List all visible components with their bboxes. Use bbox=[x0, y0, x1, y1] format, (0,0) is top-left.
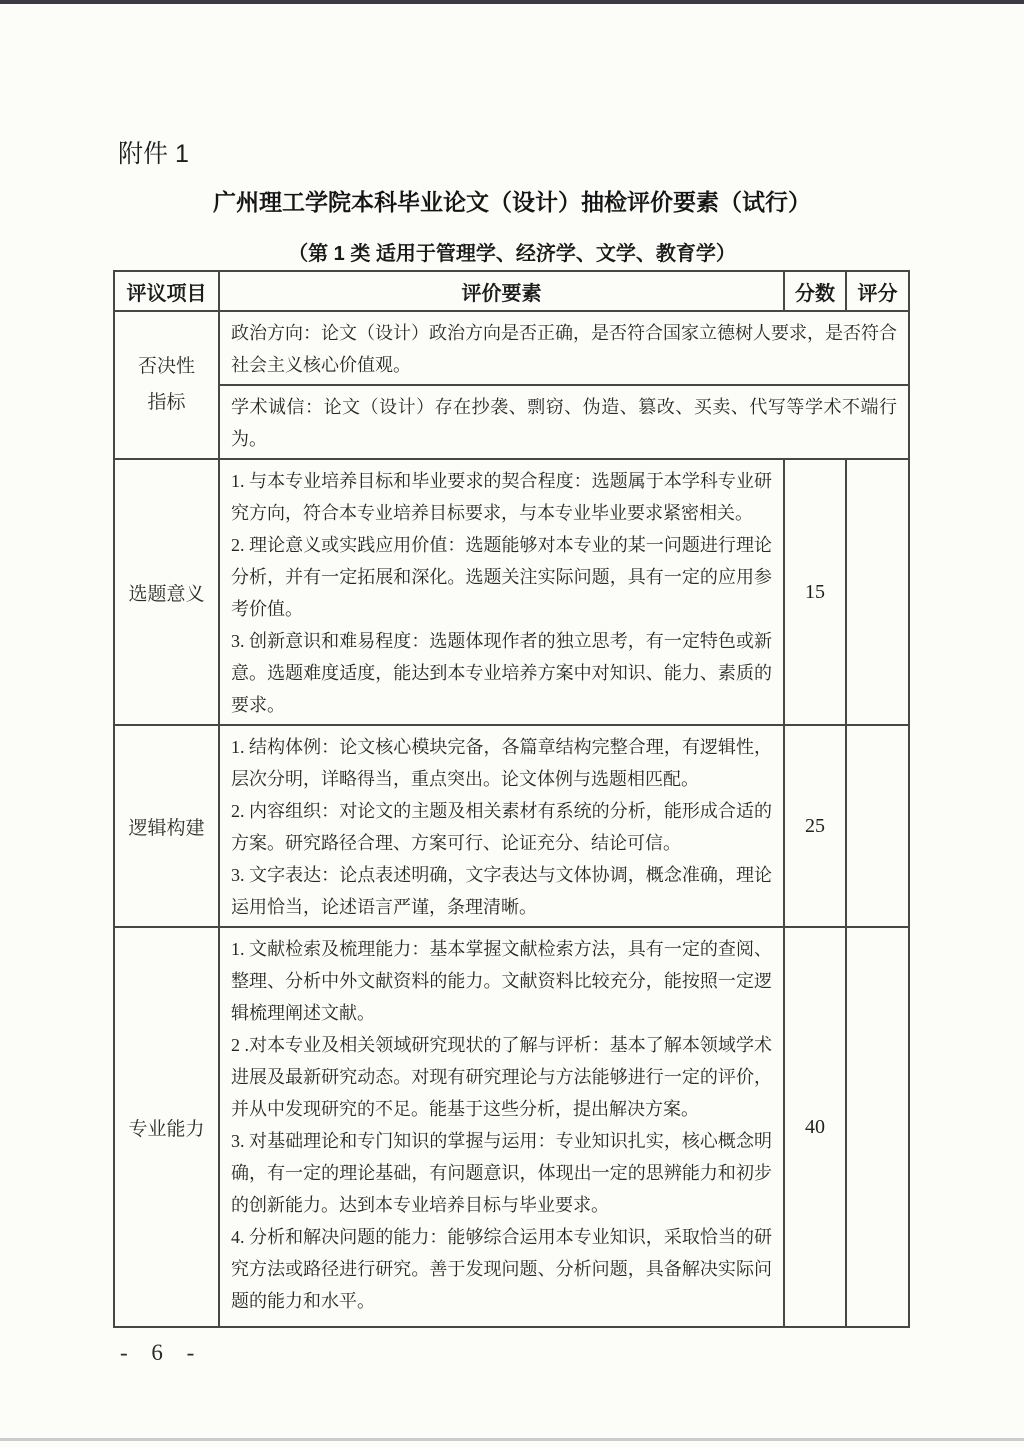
evaluation-table bbox=[113, 270, 910, 1328]
veto-academic-integrity-cell: 学术诚信：论文（设计）存在抄袭、剽窃、伪造、篡改、买卖、代写等学术不端行为。 bbox=[219, 385, 909, 459]
rating-cell-professional-ability bbox=[846, 927, 909, 1327]
row-label-line-1: 否决性 bbox=[137, 356, 195, 377]
header-evaluation-criteria: 评价要素 bbox=[219, 271, 784, 311]
rating-cell-topic-significance bbox=[846, 459, 909, 725]
score-cell-professional-ability: 40 bbox=[784, 927, 846, 1327]
scan-edge-bottom bbox=[0, 1438, 1024, 1441]
criteria-item: 3. 创新意识和难易程度：选题体现作者的独立思考，有一定特色或新意。选题难度适度，能达到本专业培养方案中对知识、能力、素质的要求。 bbox=[231, 631, 772, 715]
criteria-item: 2 .对本专业及相关领域研究现状的了解与评析：基本了解本领域学术进展及最新研究动态。对现有研究理论与方法能够进行一定的评价，并从中发现研究的不足。能基于这些分析，提出解决方案。 bbox=[231, 1035, 772, 1119]
row-label-topic-significance: 选题意义 bbox=[114, 459, 219, 725]
table-row-professional-ability bbox=[114, 927, 909, 1327]
page-subtitle: （第 1 类 适用于管理学、经济学、文学、教育学） bbox=[288, 243, 736, 265]
score-cell-topic-significance: 15 bbox=[784, 459, 846, 725]
scan-edge-top bbox=[0, 0, 1024, 4]
header-review-item: 评议项目 bbox=[114, 271, 219, 311]
criteria-item: 3. 对基础理论和专门知识的掌握与运用：专业知识扎实，核心概念明确，有一定的理论基础，有问题意识，体现出一定的思辨能力和初步的创新能力。达到本专业培养目标与毕业要求。 bbox=[231, 1131, 772, 1215]
criteria-item: 1. 结构体例：论文核心模块完备，各篇章结构完整合理，有逻辑性，层次分明，详略得当，重点突出。论文体例与选题相匹配。 bbox=[231, 737, 772, 789]
header-score: 分数 bbox=[784, 271, 846, 311]
table-row-logic-construction bbox=[114, 725, 909, 927]
table-row-veto-political bbox=[114, 311, 909, 385]
rating-cell-logic-construction bbox=[846, 725, 909, 927]
header-rating: 评分 bbox=[846, 271, 909, 311]
criteria-item: 1. 文献检索及梳理能力：基本掌握文献检索方法，具有一定的查阅、整理、分析中外文献资料的能力。文献资料比较充分，能按照一定逻辑梳理阐述文献。 bbox=[231, 939, 772, 1023]
score-cell-logic-construction: 25 bbox=[784, 725, 846, 927]
criteria-cell-logic-construction bbox=[219, 725, 784, 927]
veto-political-direction-cell: 政治方向：论文（设计）政治方向是否正确，是否符合国家立德树人要求，是否符合社会主义核心价值观。 bbox=[219, 311, 909, 385]
page-title: 广州理工学院本科毕业论文（设计）抽检评价要素（试行） bbox=[213, 189, 811, 215]
row-label-logic-construction: 逻辑构建 bbox=[114, 725, 219, 927]
table-row-topic-significance bbox=[114, 459, 909, 725]
criteria-cell-topic-significance bbox=[219, 459, 784, 725]
criteria-item: 4. 分析和解决问题的能力：能够综合运用本专业知识，采取恰当的研究方法或路径进行研究。善于发现问题、分析问题，具备解决实际问题的能力和水平。 bbox=[231, 1227, 772, 1311]
criteria-item: 2. 理论意义或实践应用价值：选题能够对本专业的某一问题进行理论分析，并有一定拓展和深化。选题关注实际问题，具有一定的应用参考价值。 bbox=[231, 535, 772, 619]
row-label-professional-ability: 专业能力 bbox=[114, 927, 219, 1327]
row-label-veto-indicator bbox=[114, 311, 219, 459]
table-row-veto-integrity bbox=[114, 385, 909, 459]
criteria-cell-professional-ability bbox=[219, 927, 784, 1327]
criteria-item: 3. 文字表达：论点表述明确，文字表达与文体协调，概念准确，理论运用恰当，论述语言严谨，条理清晰。 bbox=[231, 865, 772, 917]
attachment-label: 附件 1 bbox=[118, 140, 189, 168]
row-label-line-2: 指标 bbox=[147, 392, 186, 413]
page-number: - 6 - bbox=[120, 1340, 204, 1365]
criteria-item: 1. 与本专业培养目标和毕业要求的契合程度：选题属于本学科专业研究方向，符合本专业培养目标要求，与本专业毕业要求紧密相关。 bbox=[231, 471, 772, 523]
criteria-item: 2. 内容组织：对论文的主题及相关素材有系统的分析，能形成合适的方案。研究路径合理、方案可行、论证充分、结论可信。 bbox=[231, 801, 772, 853]
table-header-row bbox=[114, 271, 909, 311]
